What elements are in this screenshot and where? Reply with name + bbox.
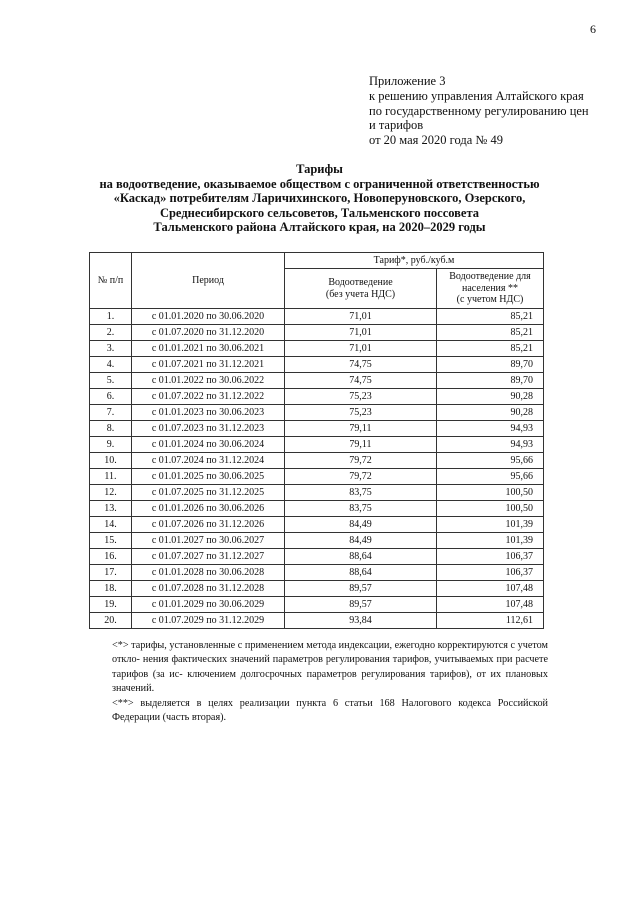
table-row	[90, 484, 544, 500]
row-tariff-no-vat: 89,57	[285, 596, 437, 612]
row-tariff-population: 85,21	[437, 340, 544, 356]
row-period: с 01.01.2028 по 30.06.2028	[132, 564, 285, 580]
table-row	[90, 516, 544, 532]
row-tariff-no-vat: 88,64	[285, 564, 437, 580]
row-number: 18.	[90, 580, 132, 596]
tariff-table	[89, 252, 544, 629]
row-period: с 01.07.2027 по 31.12.2027	[132, 548, 285, 564]
row-number: 5.	[90, 372, 132, 388]
table-row	[90, 404, 544, 420]
row-tariff-population: 95,66	[437, 452, 544, 468]
row-period: с 01.01.2021 по 30.06.2021	[132, 340, 285, 356]
table-row	[90, 468, 544, 484]
row-tariff-no-vat: 71,01	[285, 308, 437, 324]
row-tariff-no-vat: 71,01	[285, 340, 437, 356]
table-row	[90, 500, 544, 516]
row-tariff-no-vat: 84,49	[285, 516, 437, 532]
row-tariff-population: 94,93	[437, 436, 544, 452]
header-num: № п/п	[90, 252, 132, 308]
row-number: 2.	[90, 324, 132, 340]
row-tariff-population: 107,48	[437, 580, 544, 596]
footnote-line: <*> тарифы, установленные с применением метода индексации, ежегодно корректируются с учетом откло-	[112, 639, 548, 666]
row-tariff-no-vat: 75,23	[285, 388, 437, 404]
row-period: с 01.01.2022 по 30.06.2022	[132, 372, 285, 388]
row-tariff-population: 106,37	[437, 548, 544, 564]
table-row	[90, 356, 544, 372]
appendix-block	[369, 74, 631, 148]
appendix-line: от 20 мая 2020 года № 49	[369, 133, 503, 148]
footnote-line: вторая).	[191, 712, 227, 723]
row-period: с 01.07.2021 по 31.12.2021	[132, 356, 285, 372]
page-number: 6	[590, 22, 596, 36]
row-tariff-no-vat: 74,75	[285, 356, 437, 372]
title-line: Тарифы	[296, 162, 343, 176]
row-period: с 01.07.2024 по 31.12.2024	[132, 452, 285, 468]
row-tariff-population: 90,28	[437, 388, 544, 404]
row-number: 12.	[90, 484, 132, 500]
row-period: с 01.07.2022 по 31.12.2022	[132, 388, 285, 404]
row-number: 20.	[90, 612, 132, 628]
header-period: Период	[132, 252, 285, 308]
row-tariff-population: 95,66	[437, 468, 544, 484]
row-tariff-no-vat: 84,49	[285, 532, 437, 548]
table-row	[90, 580, 544, 596]
appendix-line: по государственному регулированию цен	[369, 103, 589, 118]
header-tariff: Тариф*, руб./куб.м	[285, 252, 544, 269]
row-tariff-no-vat: 83,75	[285, 484, 437, 500]
table-row	[90, 420, 544, 436]
row-tariff-no-vat: 79,72	[285, 452, 437, 468]
row-tariff-population: 106,37	[437, 564, 544, 580]
title-line: на водоотведение, оказываемое обществом с ограниченной ответственностью	[99, 176, 540, 191]
row-period: с 01.07.2026 по 31.12.2026	[132, 516, 285, 532]
header-col1-line: (без учета НДС)	[325, 288, 396, 300]
document-body	[0, 162, 639, 725]
table-row	[90, 436, 544, 452]
row-number: 19.	[90, 596, 132, 612]
table-row	[90, 596, 544, 612]
row-period: с 01.01.2027 по 30.06.2027	[132, 532, 285, 548]
row-tariff-no-vat: 88,64	[285, 548, 437, 564]
row-number: 17.	[90, 564, 132, 580]
footnote-line: ключением долгосрочных параметров регулирования тарифов), от их плановых значений.	[112, 668, 548, 695]
row-number: 7.	[90, 404, 132, 420]
row-tariff-no-vat: 75,23	[285, 404, 437, 420]
row-number: 8.	[90, 420, 132, 436]
document-title	[40, 162, 600, 235]
row-number: 11.	[90, 468, 132, 484]
row-tariff-no-vat: 71,01	[285, 324, 437, 340]
title-line: Среднесибирского сельсоветов, Тальменского поссовета	[159, 205, 480, 220]
row-tariff-population: 85,21	[437, 324, 544, 340]
table-row	[90, 372, 544, 388]
row-tariff-population: 85,21	[437, 308, 544, 324]
row-period: с 01.07.2028 по 31.12.2028	[132, 580, 285, 596]
table-row	[90, 452, 544, 468]
row-number: 13.	[90, 500, 132, 516]
table-row	[90, 388, 544, 404]
row-tariff-population: 112,61	[437, 612, 544, 628]
row-tariff-population: 101,39	[437, 516, 544, 532]
row-number: 3.	[90, 340, 132, 356]
table-row	[90, 324, 544, 340]
table-row	[90, 308, 544, 324]
row-tariff-population: 94,93	[437, 420, 544, 436]
row-tariff-population: 89,70	[437, 372, 544, 388]
row-period: с 01.07.2020 по 31.12.2020	[132, 324, 285, 340]
row-tariff-no-vat: 74,75	[285, 372, 437, 388]
row-period: с 01.01.2020 по 30.06.2020	[132, 308, 285, 324]
row-period: с 01.01.2026 по 30.06.2026	[132, 500, 285, 516]
row-number: 1.	[90, 308, 132, 324]
footnote-line: <**> выделяется в целях реализации пункта 6 статьи 168 Налогового кодекса Российской Федерации (часть	[112, 697, 548, 723]
table-row	[90, 612, 544, 628]
row-period: с 01.01.2029 по 30.06.2029	[132, 596, 285, 612]
row-tariff-population: 107,48	[437, 596, 544, 612]
row-tariff-population: 100,50	[437, 500, 544, 516]
row-tariff-no-vat: 89,57	[285, 580, 437, 596]
row-number: 14.	[90, 516, 132, 532]
row-number: 4.	[90, 356, 132, 372]
row-number: 9.	[90, 436, 132, 452]
row-tariff-no-vat: 79,11	[285, 420, 437, 436]
header-col2-line: Водоотведение для населения **	[449, 271, 531, 294]
row-period: с 01.01.2024 по 30.06.2024	[132, 436, 285, 452]
row-period: с 01.01.2023 по 30.06.2023	[132, 404, 285, 420]
row-tariff-no-vat: 93,84	[285, 612, 437, 628]
footnotes	[112, 639, 548, 725]
table-row	[90, 532, 544, 548]
header-col1	[285, 269, 437, 309]
row-period: с 01.07.2023 по 31.12.2023	[132, 420, 285, 436]
row-period: с 01.07.2025 по 31.12.2025	[132, 484, 285, 500]
footnote-line: нения фактических значений параметров регулирования тарифов, учитываемых при расчете тарифов (за ис-	[112, 654, 549, 680]
row-tariff-population: 89,70	[437, 356, 544, 372]
row-tariff-population: 90,28	[437, 404, 544, 420]
row-tariff-population: 101,39	[437, 532, 544, 548]
row-number: 16.	[90, 548, 132, 564]
title-line: «Каскад» потребителям Ларичихинского, Новоперуновского, Озерского,	[113, 191, 526, 206]
row-period: с 01.01.2025 по 30.06.2025	[132, 468, 285, 484]
table-row	[90, 564, 544, 580]
appendix-line: к решению управления Алтайского края	[369, 88, 584, 103]
row-tariff-population: 100,50	[437, 484, 544, 500]
row-period: с 01.07.2029 по 31.12.2029	[132, 612, 285, 628]
table-row	[90, 548, 544, 564]
title-line: Тальменского района Алтайского края, на 2020–2029 годы	[153, 220, 486, 235]
row-number: 6.	[90, 388, 132, 404]
row-tariff-no-vat: 79,11	[285, 436, 437, 452]
row-tariff-no-vat: 79,72	[285, 468, 437, 484]
appendix-line: и тарифов	[369, 118, 424, 133]
header-col2	[437, 269, 544, 309]
row-number: 10.	[90, 452, 132, 468]
header-col1-line: Водоотведение	[328, 277, 393, 289]
row-number: 15.	[90, 532, 132, 548]
table-row	[90, 340, 544, 356]
header-col2-line: (с учетом НДС)	[456, 294, 524, 306]
row-tariff-no-vat: 83,75	[285, 500, 437, 516]
appendix-line: Приложение 3	[369, 74, 446, 88]
